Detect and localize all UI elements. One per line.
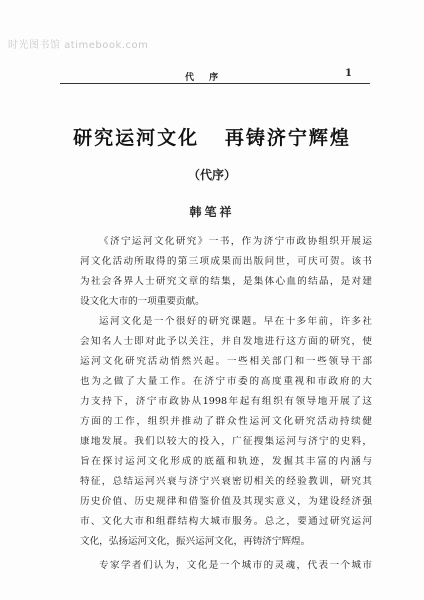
body-line: 设文化大市的一项重要贡献。 — [80, 296, 205, 307]
body-line: 专家学者们认为，文化是一个城市的灵魂，代表一个城市 — [99, 560, 372, 571]
watermark-text: 时光图书馆 atimebook.com — [8, 40, 149, 51]
body-line: 市、文化大市和组群结构大城市服务。总之，要通过研究运河 — [80, 516, 372, 527]
body-line: 文化，弘扬运河文化，振兴运河文化，再铸济宁辉煌。 — [80, 536, 311, 547]
body-line: 历史价值、历史规律和借鉴价值及其现实意义，为建设经济强 — [80, 496, 372, 507]
body-line: 运河文化研究活动悄然兴起。一些相关部门和一些领导干部 — [80, 356, 372, 367]
body-line: 特征，总结运河兴衰与济宁兴衰密切相关的经验教训，研究其 — [80, 476, 372, 487]
header-rule — [60, 83, 370, 84]
body-line: 力支持下，济宁市政协从1998年起有组织有领导地开展了这 — [80, 396, 372, 407]
body-line: 旨在探讨运河文化形成的底蕴和轨迹，发掘其丰富的内涵与 — [80, 456, 372, 467]
chapter-title: 研究运河文化 再铸济宁辉煌 — [73, 127, 351, 149]
page-number: 1 — [345, 68, 352, 79]
body-line: 会知名人士即对此予以关注，并自发地进行这方面的研究，使 — [80, 336, 372, 347]
body-line: 方面的工作，组织并推动了群众性运河文化研究活动持续健 — [80, 416, 372, 427]
body-line: 也为之做了大量工作。在济宁市委的高度重视和市政府的大 — [80, 376, 372, 387]
author-name: 韩笔祥 — [189, 205, 235, 219]
chapter-subtitle: （代序） — [187, 168, 236, 182]
body-line: 运河文化是一个很好的研究课题。早在十多年前，许多社 — [99, 316, 372, 327]
body-line: 《济宁运河文化研究》一书，作为济宁市政协组织开展运 — [99, 236, 372, 247]
running-header-title: 代 序 — [185, 73, 225, 83]
body-line: 河文化活动所取得的第三项成果而出版问世，可庆可贺。该书 — [80, 256, 372, 267]
body-line: 为社会各界人士研究文章的结集，是集体心血的结晶，是对建 — [80, 276, 372, 287]
body-line: 康地发展。我们以较大的投入，广征搜集运河与济宁的史料， — [80, 436, 372, 447]
